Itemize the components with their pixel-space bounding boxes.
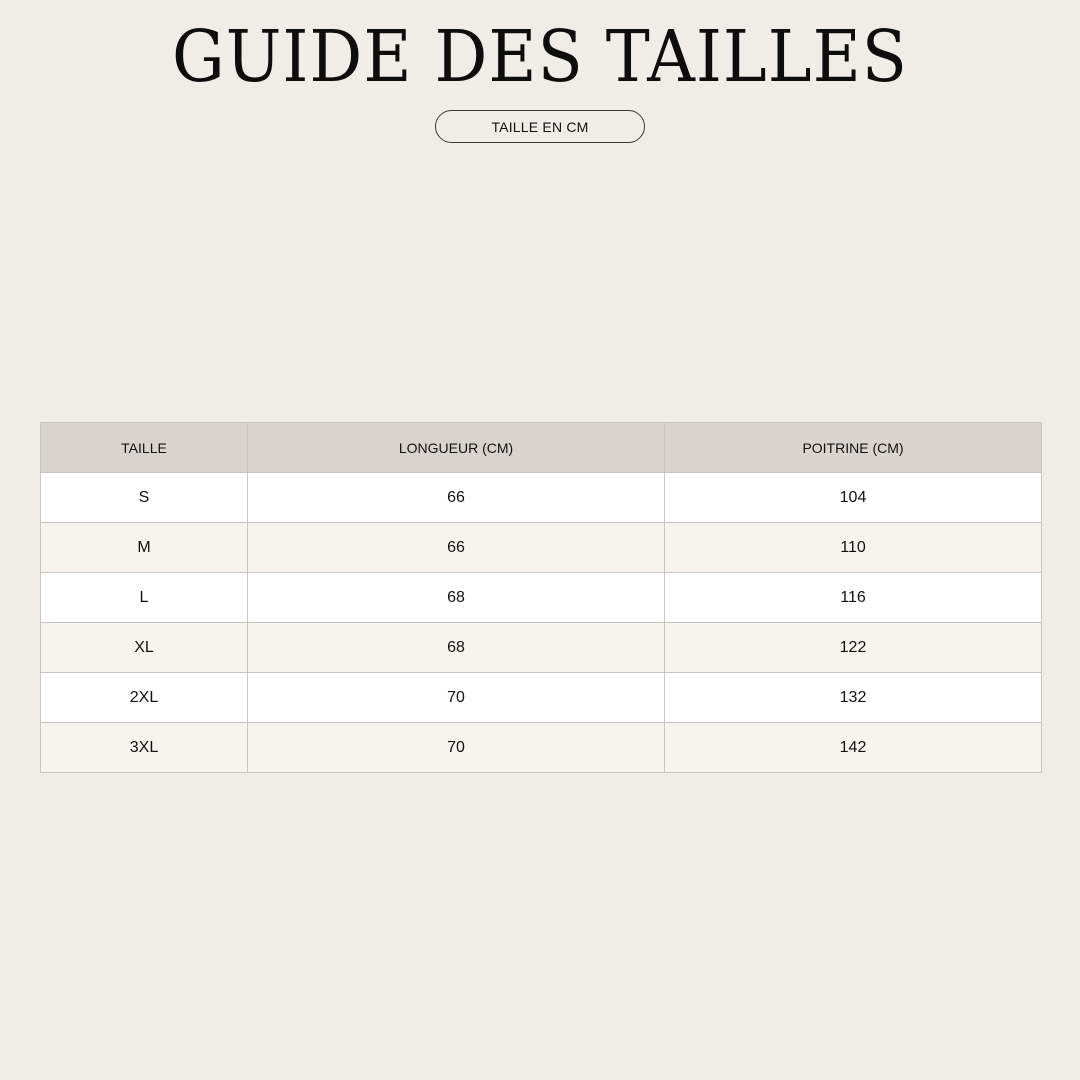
cell-poitrine: 142: [665, 723, 1042, 773]
table-header-row: [41, 423, 1042, 473]
cell-poitrine: 132: [665, 673, 1042, 723]
cell-taille: XL: [41, 623, 248, 673]
cell-taille: L: [41, 573, 248, 623]
cell-longueur: 70: [248, 723, 665, 773]
table-row: [41, 673, 1042, 723]
header-taille: TAILLE: [41, 423, 248, 473]
cell-longueur: 66: [248, 523, 665, 573]
cell-poitrine: 110: [665, 523, 1042, 573]
cell-taille: 2XL: [41, 673, 248, 723]
cell-poitrine: 122: [665, 623, 1042, 673]
page-title: GUIDE DES TAILLES: [172, 15, 908, 99]
cell-taille: M: [41, 523, 248, 573]
table-row: [41, 573, 1042, 623]
table-row: [41, 523, 1042, 573]
size-table: [40, 422, 1042, 773]
cell-taille: 3XL: [41, 723, 248, 773]
cell-longueur: 68: [248, 623, 665, 673]
cell-taille: S: [41, 473, 248, 523]
cell-poitrine: 104: [665, 473, 1042, 523]
header-longueur: LONGUEUR (CM): [248, 423, 665, 473]
header-poitrine: POITRINE (CM): [665, 423, 1042, 473]
cell-longueur: 70: [248, 673, 665, 723]
table-row: [41, 473, 1042, 523]
table-row: [41, 723, 1042, 773]
cell-longueur: 66: [248, 473, 665, 523]
cell-longueur: 68: [248, 573, 665, 623]
unit-badge: TAILLE EN CM: [435, 110, 645, 143]
table-row: [41, 623, 1042, 673]
cell-poitrine: 116: [665, 573, 1042, 623]
